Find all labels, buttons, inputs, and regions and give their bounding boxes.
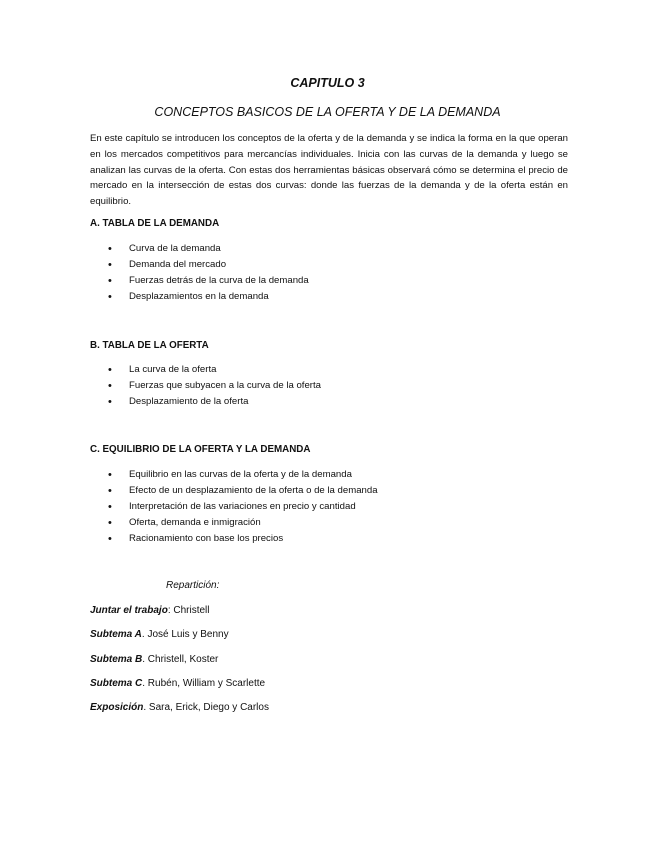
list-item: • Equilibrio en las curvas de la oferta y de la demanda (90, 467, 378, 483)
list-item: • Curva de la demanda (90, 241, 309, 257)
section-c-heading: C. EQUILIBRIO DE LA OFERTA Y LA DEMANDA (90, 444, 311, 455)
assignment-label: Exposición (90, 702, 144, 713)
section-c-list (90, 467, 378, 547)
list-item: • Interpretación de las variaciones en precio y cantidad (90, 499, 378, 515)
section-a-heading: A. TABLA DE LA DEMANDA (90, 218, 220, 229)
chapter-heading: CAPITULO 3 (290, 76, 365, 90)
assignment-separator: . (142, 654, 148, 665)
assignment-line (90, 678, 265, 689)
list-item: • Desplazamientos en la demanda (90, 289, 309, 305)
assignment-label: Subtema B (90, 654, 143, 665)
assignment-label: Subtema C (90, 678, 143, 689)
reparticion-label: Repartición: (166, 580, 220, 591)
assignment-value: Sara, Erick, Diego y Carlos (148, 702, 269, 713)
assignment-line (90, 629, 229, 640)
assignment-separator: . (143, 702, 149, 713)
list-item: • Desplazamiento de la oferta (90, 394, 321, 410)
list-item: • Racionamiento con base los precios (90, 531, 378, 547)
assignment-line (90, 605, 210, 616)
list-item: • Demanda del mercado (90, 257, 309, 273)
list-item: • La curva de la oferta (90, 362, 321, 378)
assignment-value: Rubén, William y Scarlette (147, 678, 266, 689)
section-b-list (90, 362, 321, 410)
assignment-separator: . (141, 629, 148, 640)
section-a-list (90, 241, 309, 305)
assignment-separator: : (167, 605, 174, 616)
assignment-line (90, 702, 269, 713)
assignment-line (90, 654, 218, 665)
assignment-separator: . (142, 678, 148, 689)
assignment-value: Christell, Koster (147, 654, 219, 665)
list-item: • Oferta, demanda e inmigración (90, 515, 378, 531)
document-title: CONCEPTOS BASICOS DE LA OFERTA Y DE LA DEMANDA (154, 105, 501, 119)
assignment-value: José Luis y Benny (147, 629, 229, 640)
list-item: • Efecto de un desplazamiento de la oferta o de la demanda (90, 483, 378, 499)
assignment-label: Juntar el trabajo (90, 605, 168, 616)
section-b-heading: B. TABLA DE LA OFERTA (90, 340, 209, 351)
list-item: • Fuerzas detrás de la curva de la demanda (90, 273, 309, 289)
assignment-label: Subtema A (90, 629, 142, 640)
list-item: • Fuerzas que subyacen a la curva de la oferta (90, 378, 321, 394)
assignment-value: Christell (173, 605, 210, 616)
intro-paragraph: En este capítulo se introducen los conceptos de la oferta y de la demanda y se indica la forma en la que operan en los mercados competitivos para mercancías individuales. Inicia con las curvas de la demanda y luego se analizan las curvas de la oferta. Con estas dos herramientas básicas observará cómo se determina el precio de mercado en la intersección de estas dos curvas: donde las fuerzas de la demanda y de la oferta están en equilibrio. (90, 133, 568, 208)
